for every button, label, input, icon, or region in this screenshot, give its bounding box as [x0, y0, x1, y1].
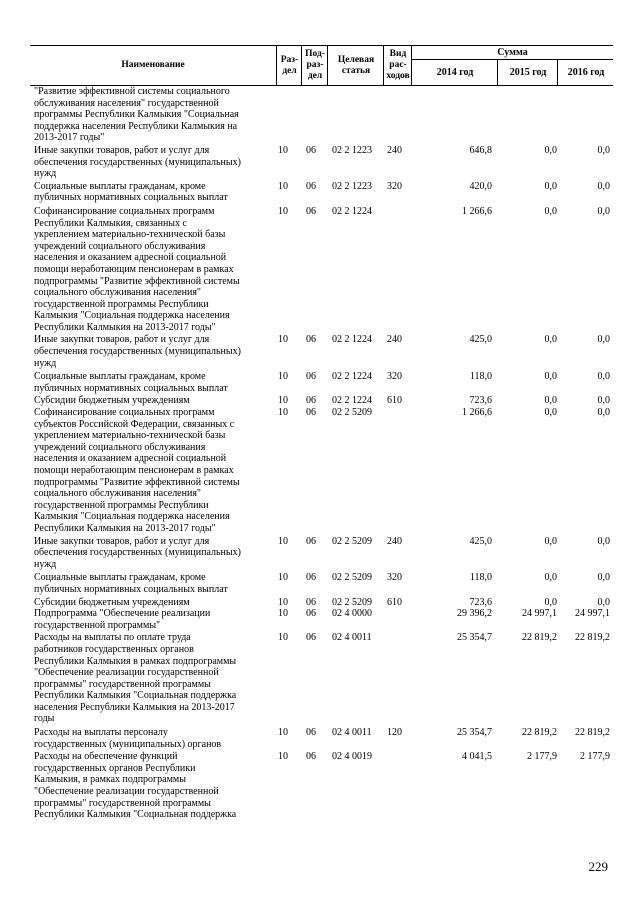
row-podrazdel: 06 [306, 395, 316, 407]
table-row [30, 632, 613, 725]
row-vid: 240 [387, 535, 402, 547]
row-csr: 02 2 5209 [332, 535, 372, 547]
row-razdel: 10 [278, 751, 288, 763]
table-row [30, 145, 613, 180]
row-value-2015: 22 819,2 [522, 632, 557, 644]
row-value-2016: 22 819,2 [575, 727, 610, 739]
row-razdel: 10 [278, 727, 288, 739]
row-value-2014: 723,6 [469, 395, 492, 407]
row-csr: 02 4 0000 [332, 608, 372, 620]
row-csr: 02 2 1223 [332, 180, 372, 192]
table-row [30, 727, 613, 750]
header-2015: 2015 год [497, 60, 558, 85]
table-row [30, 395, 613, 407]
row-razdel: 10 [278, 205, 288, 217]
row-value-2016: 0,0 [597, 144, 610, 156]
row-value-2015: 0,0 [544, 535, 557, 547]
row-value-2015: 0,0 [544, 180, 557, 192]
row-value-2016: 0,0 [597, 180, 610, 192]
row-name: Софинансирование социальных программ субъектов Российской Федерации, связанных с укреплением материально-технической базы учреждений социального обслуживания населения и оказанием адресной социальной помощи неработающим пенсионерам в рамках подпрограммы "Развитие эффективной системы социального обслуживания населения" государственной программы Республики Калмыкия "Социальная поддержка населения Республики Калмыкия на 2013-2017 годы" [34, 407, 240, 534]
row-value-2014: 420,0 [469, 180, 492, 192]
row-value-2015: 0,0 [544, 371, 557, 383]
row-podrazdel: 06 [306, 144, 316, 156]
row-csr: 02 2 5209 [332, 596, 372, 608]
row-name: Субсидии бюджетным учреждениям [34, 395, 190, 407]
row-razdel: 10 [278, 608, 288, 620]
row-name: Расходы на выплаты персоналу государственных (муниципальных) органов [34, 727, 222, 750]
row-value-2015: 0,0 [544, 334, 557, 346]
row-vid: 320 [387, 371, 402, 383]
row-value-2015: 0,0 [544, 205, 557, 217]
row-csr: 02 2 5209 [332, 572, 372, 584]
row-razdel: 10 [278, 572, 288, 584]
row-name: Софинансирование социальных программ Республики Калмыкия, связанных с укреплением материально-технической базы учреждений социального обслуживания населения и оказанием адресной социальной помощи неработающим пенсионерам в рамках подпрограммы "Развитие эффективной системы социального обслуживания населения" государственной программы Республики Калмыкия "Социальная поддержка населения Республики Калмыкия на 2013-2017 годы" [34, 205, 240, 333]
row-podrazdel: 06 [306, 632, 316, 644]
table-row [30, 572, 613, 595]
row-csr: 02 4 0019 [332, 751, 372, 763]
row-vid: 120 [387, 727, 402, 739]
table-row [30, 181, 613, 204]
row-podrazdel: 06 [306, 608, 316, 620]
row-value-2016: 22 819,2 [575, 632, 610, 644]
row-csr: 02 2 1223 [332, 144, 372, 156]
row-razdel: 10 [278, 180, 288, 192]
table-row [30, 751, 613, 821]
row-value-2015: 0,0 [544, 596, 557, 608]
row-name: Субсидии бюджетным учреждениям [34, 596, 190, 608]
row-value-2015: 0,0 [544, 144, 557, 156]
header-2016: 2016 год [557, 60, 614, 85]
row-name: Социальные выплаты гражданам, кроме публичных нормативных социальных выплат [34, 572, 228, 595]
table-row [30, 86, 613, 144]
row-value-2014: 1 266,6 [462, 407, 492, 419]
header-2014: 2014 год [411, 60, 498, 85]
row-value-2015: 22 819,2 [522, 727, 557, 739]
header-razdel: Раз- дел [276, 46, 302, 85]
row-vid: 320 [387, 180, 402, 192]
row-vid: 240 [387, 334, 402, 346]
row-name: Иные закупки товаров, работ и услуг для обеспечения государственных (муниципальных) нужд [34, 334, 241, 369]
header-podrazdel: Под- раз- дел [301, 46, 328, 85]
row-razdel: 10 [278, 407, 288, 419]
table-row [30, 334, 613, 369]
row-value-2014: 29 396,2 [457, 608, 492, 620]
row-csr: 02 2 1224 [332, 395, 372, 407]
row-vid: 610 [387, 596, 402, 608]
row-value-2014: 118,0 [469, 572, 492, 584]
row-value-2015: 2 177,9 [527, 751, 557, 763]
row-podrazdel: 06 [306, 572, 316, 584]
row-name: Иные закупки товаров, работ и услуг для обеспечения государственных (муниципальных) нужд [34, 535, 241, 570]
row-podrazdel: 06 [306, 596, 316, 608]
row-csr: 02 4 0011 [332, 727, 372, 739]
table-header [30, 45, 613, 86]
row-vid: 320 [387, 572, 402, 584]
row-name: Подпрограмма "Обеспечение реализации государственной программы" [34, 608, 211, 631]
row-value-2016: 0,0 [597, 572, 610, 584]
row-value-2015: 0,0 [544, 395, 557, 407]
row-name: "Развитие эффективной системы социального обслуживания населения" государственной программы Республики Калмыкия "Социальная поддержка населения Республики Калмыкия на 2013-2017 годы" [34, 86, 239, 144]
row-razdel: 10 [278, 632, 288, 644]
row-podrazdel: 06 [306, 727, 316, 739]
row-vid: 610 [387, 395, 402, 407]
row-name: Иные закупки товаров, работ и услуг для обеспечения государственных (муниципальных) нужд [34, 144, 241, 180]
row-csr: 02 2 1224 [332, 334, 372, 346]
row-value-2016: 24 997,1 [575, 608, 610, 620]
row-razdel: 10 [278, 371, 288, 383]
row-value-2016: 2 177,9 [580, 751, 610, 763]
row-csr: 02 4 0011 [332, 632, 372, 644]
row-podrazdel: 06 [306, 371, 316, 383]
row-name: Расходы на обеспечение функций государственных органов Республики Калмыкия, в рамках подпрограммы "Обеспечение реализации государственной программы" государственной программы Республики Калмыкия "Социальная поддержка [34, 751, 237, 821]
row-value-2015: 0,0 [544, 407, 557, 419]
row-razdel: 10 [278, 334, 288, 346]
header-name: Наименование [121, 60, 185, 70]
row-name: Расходы на выплаты по оплате труда работников государственных органов Республики Калмыкия в рамках подпрограммы "Обеспечение реализации государственной программы" государственной программы Республики Калмыкия "Социальная поддержка населения Республики Калмыкия на 2013-2017 годы [34, 632, 237, 725]
row-csr: 02 2 1224 [332, 371, 372, 383]
row-name: Социальные выплаты гражданам, кроме публичных нормативных социальных выплат [34, 371, 228, 394]
row-value-2015: 0,0 [544, 572, 557, 584]
row-value-2014: 723,6 [469, 596, 492, 608]
row-csr: 02 2 5209 [332, 407, 372, 419]
table-row [30, 206, 613, 334]
table-row [30, 536, 613, 571]
row-razdel: 10 [278, 144, 288, 156]
row-podrazdel: 06 [306, 180, 316, 192]
row-podrazdel: 06 [306, 407, 316, 419]
row-value-2014: 25 354,7 [457, 727, 492, 739]
row-value-2016: 0,0 [597, 205, 610, 217]
row-csr: 02 2 1224 [332, 205, 372, 217]
row-razdel: 10 [278, 535, 288, 547]
row-value-2014: 118,0 [469, 371, 492, 383]
page-number: 229 [588, 859, 608, 874]
table-row [30, 407, 613, 535]
row-razdel: 10 [278, 395, 288, 407]
row-value-2014: 646,8 [469, 144, 492, 156]
table-row [30, 608, 613, 631]
row-name: Социальные выплаты гражданам, кроме публичных нормативных социальных выплат [34, 180, 228, 204]
row-value-2016: 0,0 [597, 371, 610, 383]
header-vid: Вид рас- ходов [383, 46, 412, 85]
row-podrazdel: 06 [306, 751, 316, 763]
row-value-2014: 425,0 [469, 535, 492, 547]
table-body [30, 86, 613, 821]
table-row [30, 371, 613, 394]
row-podrazdel: 06 [306, 334, 316, 346]
row-value-2015: 24 997,1 [522, 608, 557, 620]
row-razdel: 10 [278, 596, 288, 608]
row-value-2016: 0,0 [597, 535, 610, 547]
budget-table [30, 45, 613, 821]
row-value-2016: 0,0 [597, 407, 610, 419]
row-value-2014: 425,0 [469, 334, 492, 346]
header-csr: Целевая статья [327, 46, 384, 85]
row-value-2016: 0,0 [597, 395, 610, 407]
header-summa: Сумма [411, 46, 613, 60]
row-value-2016: 0,0 [597, 334, 610, 346]
row-value-2014: 1 266,6 [462, 205, 492, 217]
table-row [30, 597, 613, 609]
row-value-2014: 25 354,7 [457, 632, 492, 644]
row-value-2014: 4 041,5 [462, 751, 492, 763]
row-podrazdel: 06 [306, 205, 316, 217]
row-value-2016: 0,0 [597, 596, 610, 608]
row-vid: 240 [387, 144, 402, 156]
row-podrazdel: 06 [306, 535, 316, 547]
